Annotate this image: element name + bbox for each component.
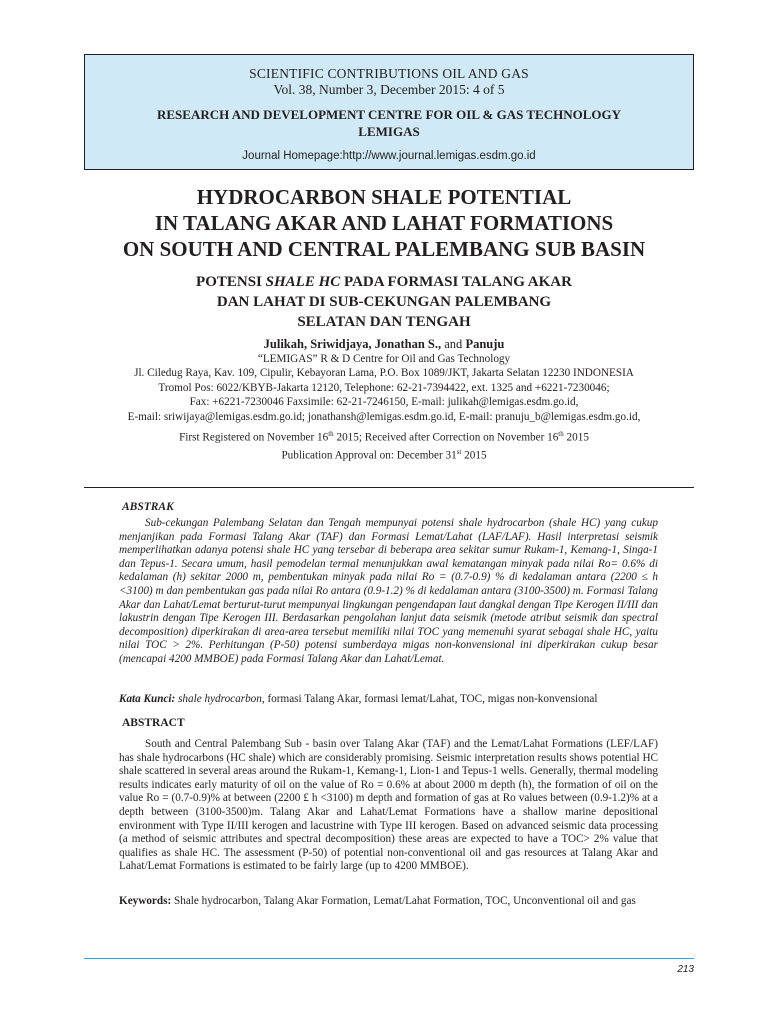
subtitle-text: PADA FORMASI TALANG AKAR: [340, 274, 572, 290]
journal-homepage[interactable]: Journal Homepage:http://www.journal.lemigas.esdm.go.id: [242, 150, 536, 162]
approval-sup: st: [456, 447, 462, 456]
journal-header-box: [84, 54, 694, 170]
subtitle-line-1: [100, 272, 668, 292]
author-block: [80, 337, 688, 463]
footer-rule: [84, 958, 694, 959]
approval-text: 2015: [461, 449, 487, 462]
subtitle-italic-text: SHALE HC: [265, 274, 341, 290]
abstrak-keywords-label: Kata Kunci:: [119, 693, 176, 705]
section-divider: [84, 487, 694, 488]
fax: Fax: +6221-7230046 Faxsimile: 62-21-7246150, E-mail: julikah@lemigas.esdm.go.id,: [189, 396, 579, 409]
abstrak-body: [119, 517, 658, 667]
author-and: and: [441, 337, 466, 351]
abstract-heading: ABSTRACT: [122, 717, 185, 729]
emails: E-mail: sriwijaya@lemigas.esdm.go.id; jonathansh@lemigas.esdm.go.id, E-mail: pranuju_b@lemigas.esdm.go.id,: [127, 410, 641, 423]
paper-title: [60, 184, 708, 262]
subtitle-line-3: SELATAN DAN TENGAH: [297, 314, 471, 330]
publisher-line-1: RESEARCH AND DEVELOPMENT CENTRE FOR OIL & GAS TECHNOLOGY: [157, 107, 621, 122]
registration-date: [80, 427, 688, 445]
journal-volume: Vol. 38, Number 3, December 2015: 4 of 5: [273, 82, 505, 97]
subtitle-line-2: DAN LAHAT DI SUB-CEKUNGAN PALEMBANG: [216, 294, 552, 310]
author-names-b: Panuju: [465, 337, 505, 351]
abstract-keywords: [119, 895, 658, 909]
page-number: 213: [677, 964, 694, 975]
publisher: [105, 106, 673, 140]
abstrak-text: Sub-cekungan Palembang Selatan dan Tengah mempunyai potensi shale hydrocarbon (shale HC) yang cukup menjanjikan pada Formasi Talang Akar (TAF) dan Formasi Lemat/Lahat (LAF/LAF). Hasil interpretasi seismik memperlihatkan adanya potensi shale HC yang tersebar di beberapa area sekitar sumur Rukam-1, Kemang-1, Singa-1 dan Tepus-1. Secara umum, hasil pemodelan termal menunjukkan awal kematangan minyak pada nilai Ro= 0.6% di kedalaman (h) sekitar 2000 m, pembentukan minyak pada nilai Ro = (0.7-0.9) % di kedalaman antara (2200 ≤ h <3100) m dan pembentukan gas pada nilai Ro antara (0.9-1.2) % di kedalaman antara (3100-3500) m. Formasi Talang Akar dan Lahat/Lemat berturut-turut mempunyai lingkungan pengendapan laut dangkal dengan Tipe Kerogen II/III dan lakustrin dengan Tipe Kerogen III. Berdasarkan pengolahan lanjut data seismik (metode atribut seismik dan spectral decomposition) diperkirakan di area-area tersebut memiliki nilai TOC yang memenuhi syarat sebagai shale HC, yaitu nilai TOC > 2%. Perhitungan (P-50) potensi sumberdaya migas non-konvensional ini diperkirakan cukup besar (mencapai 4200 MMBOE) pada Formasi Talang Akar dan Lahat/Lemat.: [119, 517, 658, 665]
abstrak-keywords-italic: shale hydrocarbon: [175, 693, 262, 705]
registered-sup: th: [558, 429, 564, 438]
abstract-keywords-text: Shale hydrocarbon, Talang Akar Formation, Lemat/Lahat Formation, TOC, Unconventional oil and gas: [171, 895, 636, 907]
publisher-line-2: LEMIGAS: [358, 124, 420, 139]
journal-name: SCIENTIFIC CONTRIBUTIONS OIL AND GAS: [249, 66, 529, 81]
address: Jl. Ciledug Raya, Kav. 109, Cipulir, Kebayoran Lama, P.O. Box 1089/JKT, Jakarta Selatan 12230 INDONESIA: [134, 367, 634, 380]
subtitle-text: POTENSI: [196, 274, 266, 290]
registered-sup: th: [328, 429, 334, 438]
abstract-text: South and Central Palembang Sub - basin over Talang Akar (TAF) and the Lemat/Lahat Formations (LEF/LAF) has shale hydrocarbons (HC shale) which are considerably promising. Seismic interpretation results shows potential HC shale scattered in several areas around the Rukam-1, Kemang-1, Lion-1 and Tepus-1 wells. Generally, thermal modeling results indicates early maturity of oil on the value of Ro = 0.6% at about 2000 m depth (h), the formation of oil on the value Ro = (0.7-0.9)% at between (2200 £ h <3100) m depth and formation of gas at Ro values between (0.9-1.2)% at a depth between (3100-3500)m. Talang Akar and Lahat/Lemat Formations have a shallow marine depositional environment with Type II/III kerogen and lacustrine with Type III kerogen. Based on advanced seismic data processing (a method of seismic attributes and spectral decomposition) these areas are expected to have a TOC> 2% value that qualifies as shale HC. The assessment (P-50) of potential non-conventional oil and gas resources at Talang Akar and Lahat/Lemat Formations is estimated to be fairly large (up to 4200 MMBOE).: [119, 738, 658, 873]
phone: Tromol Pos: 6022/KBYB-Jakarta 12120, Telephone: 62-21-7394422, ext. 1325 and +6221-7230046;: [158, 381, 610, 394]
approval-text: Publication Approval on: December 31: [281, 449, 457, 462]
paper-subtitle: [100, 272, 668, 332]
approval-date: [80, 445, 688, 463]
abstrak-keywords: [119, 693, 658, 707]
abstract-body: [119, 738, 658, 874]
author-names-a: Julikah, Sriwidjaya, Jonathan S.,: [263, 337, 442, 351]
title-line-1: HYDROCARBON SHALE POTENTIAL: [196, 185, 572, 209]
registered-text: 2015; Received after Correction on November 16: [333, 431, 559, 444]
abstrak-heading: ABSTRAK: [122, 501, 174, 513]
author-names: [80, 337, 688, 352]
abstract-keywords-label: Keywords:: [119, 895, 172, 907]
registered-text: 2015: [563, 431, 589, 444]
registered-text: First Registered on November 16: [179, 431, 329, 444]
title-line-2: IN TALANG AKAR AND LAHAT FORMATIONS: [154, 211, 614, 235]
affiliation: “LEMIGAS” R & D Centre for Oil and Gas Technology: [257, 352, 511, 365]
abstrak-keywords-text: , formasi Talang Akar, formasi lemat/Lahat, TOC, migas non-konvensional: [261, 693, 598, 705]
title-line-3: ON SOUTH AND CENTRAL PALEMBANG SUB BASIN: [122, 237, 646, 261]
